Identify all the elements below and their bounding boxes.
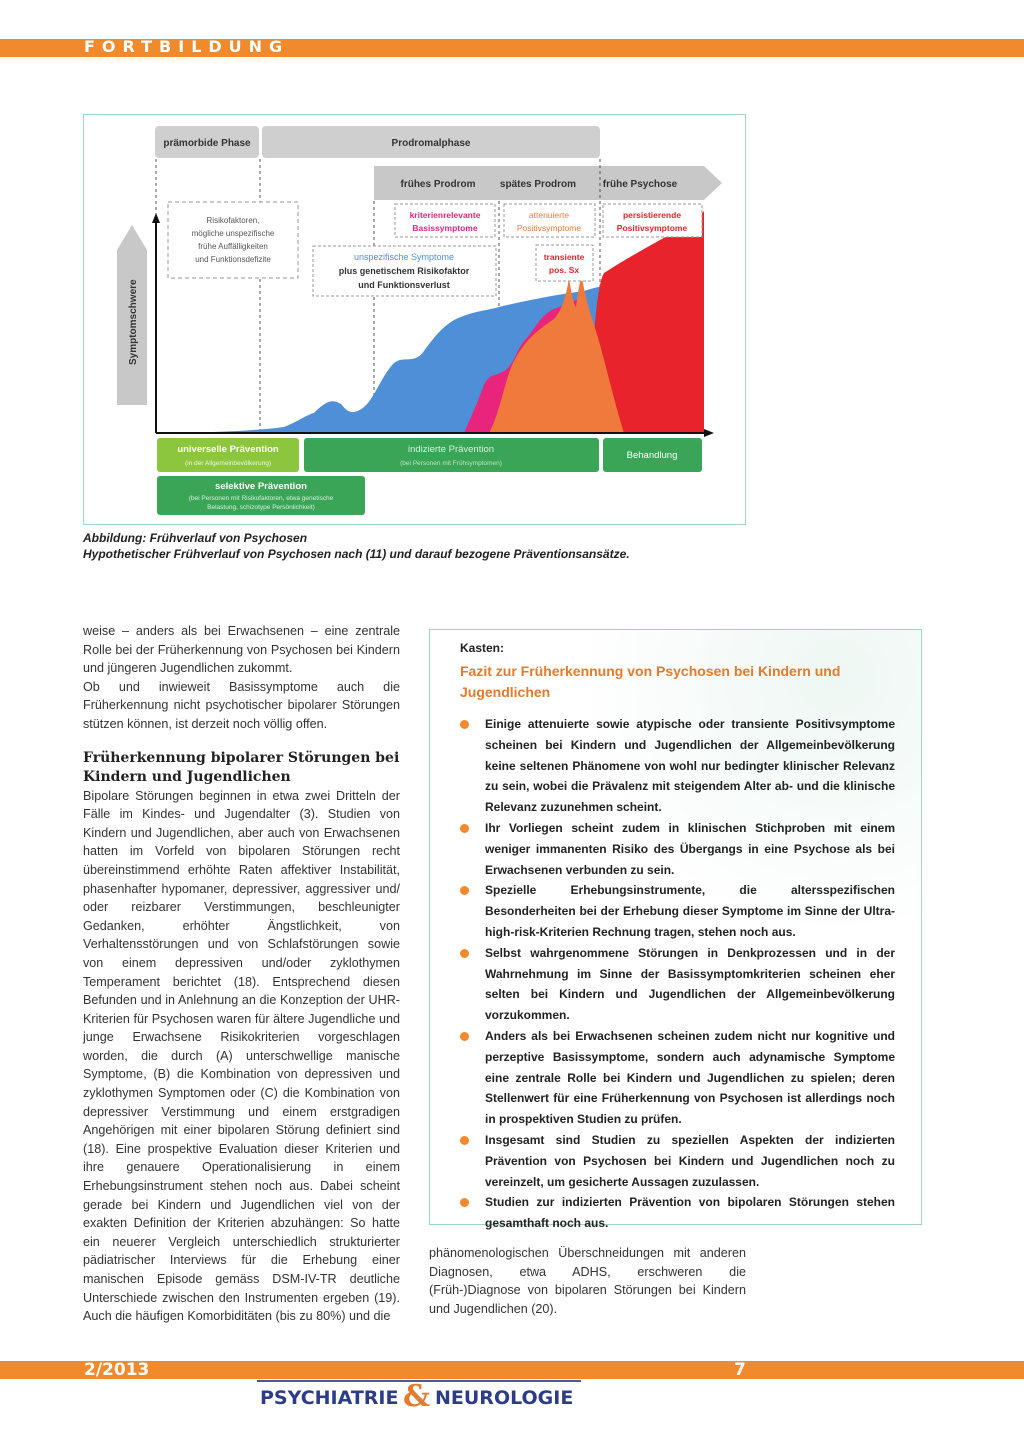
footer-bar <box>0 1361 1024 1379</box>
svg-text:pos. Sx: pos. Sx <box>548 265 580 275</box>
journal-name-left: PSYCHIATRIE <box>260 1387 399 1409</box>
transient-positive-box <box>536 245 593 281</box>
yaxis-label: Symptomschwere <box>128 279 139 365</box>
svg-text:unspezifische Symptome: unspezifische Symptome <box>353 252 455 262</box>
svg-text:persistierende: persistierende <box>622 210 682 220</box>
svg-text:universelle Prävention: universelle Prävention <box>177 444 279 455</box>
figure <box>83 114 746 525</box>
left-column <box>83 622 400 1326</box>
svg-text:und Funktionsverlust: und Funktionsverlust <box>358 280 450 290</box>
box-label: Kasten: <box>460 641 505 655</box>
section-heading: Früherkennung bipolarer Störungen bei Kindern und Jugendlichen <box>83 749 400 785</box>
list-item: Selbst wahrgenommene Störungen in Denkprozessen und in der Wahrnehmung im Sinne der Basissymptomkriterien scheinen eher selten bei Kindern und Jugendlichen der Allgemeinbevölkerung vorzukommen. <box>458 943 895 1026</box>
paragraph: weise – anders als bei Erwachsenen – eine zentrale Rolle bei der Früherkennung von Psychosen bei Kindern und jüngeren Jugendlichen zukommt. <box>83 624 400 676</box>
svg-text:kriterienrelevante: kriterienrelevante <box>409 210 481 220</box>
bullet-icon <box>460 1032 469 1041</box>
premorbid-phase-label: prämorbide Phase <box>163 138 251 149</box>
paragraph: Bipolare Störungen beginnen in etwa zwei Dritteln der Fälle im Kindes- und Jugendalter (3). Studien von Kindern und Jugendlichen, aber auch von Erwachsenen hatten im Vorfeld von bipolaren Störungen recht übereinstimmend erhöhte Raten affektiver Instabilität, phasenhafter hypomaner, depressiver, aggressiver und/ oder reizbarer Verstimmungen, beschleunigter Gedanken, erhöhter Ängstlichkeit, von Verhaltensstörungen und von Schlafstörungen sowie von einem depressiven und/oder zyklothymen Temperament berichtet (18). Entsprechend diesen Befunden und in Anlehnung an die Konzeption der UHR-Kriterien für Psychosen waren für ältere Jugendliche und junge Erwachsene Risikokriterien vorgeschlagen worden, die durch (A) unterschwellige manische Symptome, (B) die Kombination von depressiven und zyklothymen Symptomen oder (C) die Kombination von depressiver Verstimmung und einem erstgradigen Angehörigen mit einer bipolaren Störung definiert sind (18). Eine prospektive Evaluation dieser Kriterien und ihre genauere Operationalisierung in einem Erhebungsinstrument stehen noch aus. Dabei scheint gerade bei Kindern und Jugendlichen viel von der exakten Definition der Kriterien abzuhängen: So hatte ein neuerer Vergleich unterschiedlich strukturierter pädiatrischer Interviews für die Erhebung einer manischen Episode gemäss DSM-IV-TR deutliche Unterschiede zwischen den Instrumenten ergeben (19). Auch die häufigen Komorbiditäten (bis zu 80%) und die <box>83 788 400 1324</box>
svg-text:und Funktionsdefizite: und Funktionsdefizite <box>195 255 271 264</box>
svg-text:Positivsymptome: Positivsymptome <box>616 223 688 233</box>
list-item: Studien zur indizierten Prävention von bipolaren Störungen stehen gesamthaft noch aus. <box>458 1192 895 1234</box>
risk-factor-box <box>168 202 298 278</box>
journal-logo <box>257 1379 581 1413</box>
issue-number: 2/2013 <box>84 1360 150 1380</box>
paragraph: phänomenologischen Überschneidungen mit anderen Diagnosen, etwa ADHS, erschweren die (Früh-)Diagnose von bipolaren Störungen bei Kindern und Jugendlichen (20). <box>429 1246 746 1316</box>
svg-text:(in der Allgemeinbevölkerung): (in der Allgemeinbevölkerung) <box>185 460 271 467</box>
list-item: Ihr Vorliegen scheint zudem in klinischen Stichproben mit einem weniger immanenten Risiko des Übergangs in eine Psychose als bei Erwachsenen verbunden zu sein. <box>458 818 895 880</box>
svg-text:frühe Auffälligkeiten: frühe Auffälligkeiten <box>198 242 268 251</box>
early-psychosis-label: frühe Psychose <box>602 179 678 190</box>
svg-text:Behandlung: Behandlung <box>626 450 678 461</box>
bullet-icon <box>460 824 469 833</box>
svg-text:Basissymptome: Basissymptome <box>412 223 478 233</box>
svg-text:Risikofaktoren,: Risikofaktoren, <box>206 216 260 225</box>
svg-text:indizierte Prävention: indizierte Prävention <box>407 444 495 455</box>
early-prodrome-label: frühes Prodrom <box>400 179 476 190</box>
summary-box <box>429 629 922 1231</box>
journal-ampersand: & <box>403 1379 431 1414</box>
list-item: Insgesamt sind Studien zu speziellen Aspekten der indizierten Prävention von Psychosen bei Kindern und Jugendlichen noch zu vereinzelt, um gesicherte Aussagen zuzulassen. <box>458 1130 895 1192</box>
caption-text: Hypothetischer Frühverlauf von Psychosen nach (11) und darauf bezogene Präventionsansätze. <box>83 547 630 561</box>
list-item: Anders als bei Erwachsenen scheinen zudem nicht nur kognitive und perzeptive Basissymptome, sondern auch adynamische Symptome eine zentrale Rolle bei Kindern und Jugendlichen zu spielen; deren Stellenwert für eine Früherkennung von Psychosen ist allerdings noch in prospektiven Studien zu prüfen. <box>458 1026 895 1130</box>
section-label: FORTBILDUNG <box>84 37 290 56</box>
figure-caption <box>83 530 763 562</box>
journal-name-right: NEUROLOGIE <box>435 1387 574 1409</box>
svg-text:transiente: transiente <box>543 252 585 262</box>
svg-text:attenuierte: attenuierte <box>528 210 570 220</box>
list-item: Spezielle Erhebungsinstrumente, die altersspezifischen Besonderheiten bei der Erhebung dieser Symptome im Sinne der Ultra-high-risk-Kriterien Rechnung tragen, stehen noch aus. <box>458 880 895 942</box>
late-prodrome-label: spätes Prodrom <box>499 179 577 190</box>
svg-text:Positivsymptome: Positivsymptome <box>516 223 582 233</box>
bullet-icon <box>460 949 469 958</box>
svg-text:Belastung, schizotype Persönli: Belastung, schizotype Persönlichkeit) <box>207 504 315 511</box>
svg-text:plus genetischem Risikofaktor: plus genetischem Risikofaktor <box>338 266 470 276</box>
bullet-icon <box>460 1136 469 1145</box>
right-column <box>429 1244 746 1318</box>
psychosis-course-diagram <box>84 115 745 524</box>
prodromal-phase-label: Prodromalphase <box>391 138 471 149</box>
page-number: 7 <box>734 1360 746 1380</box>
svg-text:(bei Personen mit Risikofaktor: (bei Personen mit Risikofaktoren, etwa genetische <box>188 495 334 502</box>
summary-list <box>458 714 895 1234</box>
paragraph: Ob und inwieweit Basissymptome auch die Früherkennung nicht psychotischer bipolarer Störungen stützen können, ist derzeit noch völlig offen. <box>83 679 400 731</box>
bullet-icon <box>460 1198 469 1207</box>
bullet-icon <box>460 720 469 729</box>
svg-text:mögliche unspezifische: mögliche unspezifische <box>191 229 275 238</box>
caption-title: Abbildung: Frühverlauf von Psychosen <box>83 531 308 545</box>
svg-text:selektive Prävention: selektive Prävention <box>215 481 307 492</box>
bullet-icon <box>460 886 469 895</box>
svg-text:(bei Personen mit Frühsymptome: (bei Personen mit Frühsymptomen) <box>400 460 502 467</box>
header-bar <box>0 39 1024 57</box>
list-item: Einige attenuierte sowie atypische oder transiente Positivsymptome scheinen bei Kindern und Jugendlichen der Allgemeinbevölkerung keine seltenen Phänomene von wohl nur bedingter klinischer Relevanz zu sein, wobei die Prävalenz mit steigendem Alter ab- und die klinische Relevanz zuzunehmen scheint. <box>458 714 895 818</box>
box-title: Fazit zur Früherkennung von Psychosen bei Kindern und Jugendlichen <box>460 663 841 700</box>
